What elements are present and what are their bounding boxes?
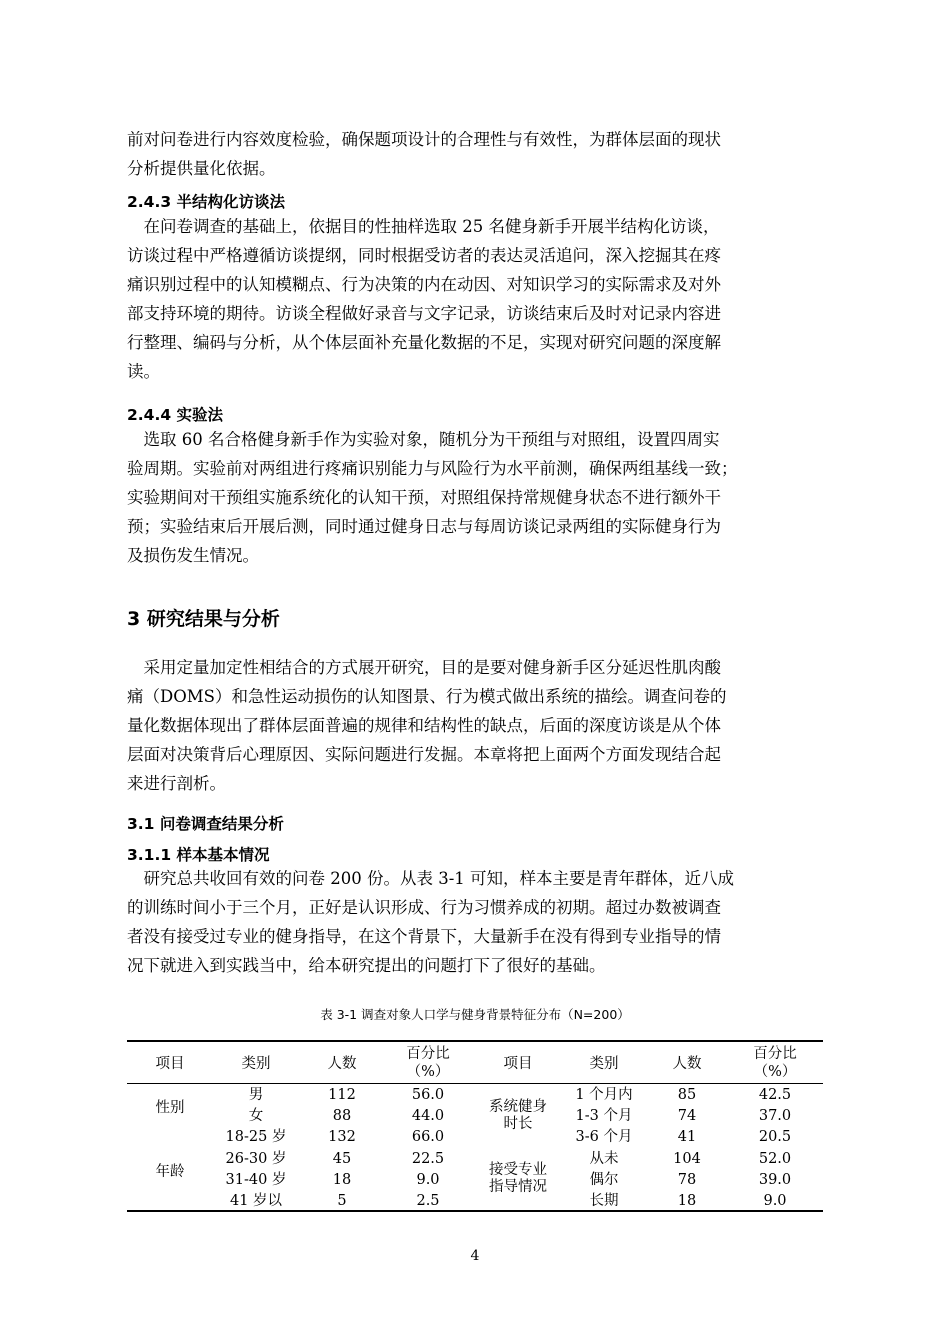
header-percent-right: 百分比 xyxy=(753,1046,797,1062)
heading-3-1-1: 3.1.1 样本基本情况 xyxy=(127,846,270,864)
cell-category: 31-40 岁 xyxy=(225,1172,287,1188)
demographics-table xyxy=(127,1040,823,1212)
heading-chapter-3: 3 研究结果与分析 xyxy=(127,608,280,630)
paragraph-interview-method: 在问卷调查的基础上，依据目的性抽样选取 25 名健身新手开展半结构化访谈， 访谈过程中严格遵循访谈提纲，同时根据受访者的表达灵活追问，深入挖掘其在疼 痛识别过程中的认知模糊点、行为决策的内在动因、对知识学习的实际需求及对外 部支持环境的期待。访谈全程做好录音与文字记录，访谈结束后及时对记录内容进 行整理、编码与分析，从个体层面补充量化数据的不足，实现对研究问题的深度解 读。 xyxy=(127,217,721,381)
header-percent: 百分比 xyxy=(406,1046,450,1062)
cell-percent: 44.0 xyxy=(411,1108,445,1124)
cell-count: 45 xyxy=(332,1151,352,1167)
cell-count: 5 xyxy=(337,1193,347,1209)
cell-category-right: 长期 xyxy=(589,1193,619,1209)
cell-count-right: 18 xyxy=(677,1193,697,1209)
cell-count: 88 xyxy=(332,1108,352,1124)
cell-count-right: 104 xyxy=(673,1151,701,1167)
header-percent-unit-right: （%） xyxy=(753,1064,797,1080)
header-count-right: 人数 xyxy=(672,1056,702,1072)
cell-percent-right: 42.5 xyxy=(758,1087,792,1103)
heading-2-4-4: 2.4.4 实验法 xyxy=(127,406,224,424)
cell-percent: 9.0 xyxy=(416,1172,440,1188)
group-professional-guidance-2: 指导情况 xyxy=(489,1179,547,1195)
cell-percent-right: 9.0 xyxy=(763,1193,787,1209)
header-category: 类别 xyxy=(241,1056,271,1072)
group-professional-guidance: 接受专业 xyxy=(489,1162,547,1178)
group-training-duration-2: 时长 xyxy=(503,1116,533,1132)
heading-2-4-3: 2.4.3 半结构化访谈法 xyxy=(127,193,286,211)
cell-percent: 66.0 xyxy=(411,1129,445,1145)
paragraph-sample-basics: 研究总共收回有效的问卷 200 份。从表 3-1 可知，样本主要是青年群体，近八成 的训练时间小于三个月，正好是认识形成、行为习惯养成的初期。超过办数被调查 者没有接受过专业的健身指导，在这个背景下，大量新手在没有得到专业指导的情 况下就进入到实践当中，给本研究提出的问题打下了很好的基础。 xyxy=(127,869,735,975)
cell-count-right: 78 xyxy=(677,1172,697,1188)
cell-percent: 56.0 xyxy=(411,1087,445,1103)
cell-percent-right: 52.0 xyxy=(758,1151,792,1167)
cell-category-right: 从未 xyxy=(589,1151,619,1167)
cell-count: 18 xyxy=(332,1172,352,1188)
page-number: 4 xyxy=(470,1248,480,1264)
cell-count-right: 74 xyxy=(677,1108,697,1124)
cell-percent: 22.5 xyxy=(411,1151,445,1167)
group-training-duration: 系统健身 xyxy=(489,1099,547,1115)
group-gender: 性别 xyxy=(155,1100,185,1116)
cell-category-right: 1 个月内 xyxy=(575,1087,633,1103)
table-header-rule xyxy=(127,1083,823,1084)
cell-percent: 2.5 xyxy=(416,1193,440,1209)
cell-percent-right: 39.0 xyxy=(758,1172,792,1188)
header-item: 项目 xyxy=(155,1056,185,1072)
header-count: 人数 xyxy=(327,1056,357,1072)
header-percent-unit: （%） xyxy=(406,1064,450,1080)
group-age: 年龄 xyxy=(155,1164,185,1180)
cell-count-right: 85 xyxy=(677,1087,697,1103)
heading-3-1: 3.1 问卷调查结果分析 xyxy=(127,815,284,833)
cell-category: 18-25 岁 xyxy=(225,1129,287,1145)
paragraph-chapter-intro: 采用定量加定性相结合的方式展开研究，目的是要对健身新手区分延迟性肌肉酸 痛（DOMS）和急性运动损伤的认知图景、行为模式做出系统的描绘。调查问卷的 量化数据体现出了群体层面普遍的规律和结构性的缺点，后面的深度访谈是从个体 层面对决策背后心理原因、实际问题进行发掘。本章将把上面两个方面发现结合起 来进行剖析。 xyxy=(127,658,727,793)
header-item-right: 项目 xyxy=(503,1056,533,1072)
cell-percent-right: 20.5 xyxy=(758,1129,792,1145)
paragraph-experiment-method: 选取 60 名合格健身新手作为实验对象，随机分为干预组与对照组，设置四周实 验周期。实验前对两组进行疼痛识别能力与风险行为水平前测，确保两组基线一致； 实验期间对干预组实施系统化的认知干预，对照组保持常规健身状态不进行额外干 预；实验结束后开展后测，同时通过健身日志与每周访谈记录两组的实际健身行为 及损伤发生情况。 xyxy=(127,430,738,565)
cell-category-right: 1-3 个月 xyxy=(575,1108,633,1124)
cell-count: 112 xyxy=(328,1087,356,1103)
cell-category: 女 xyxy=(248,1108,264,1124)
cell-category: 26-30 岁 xyxy=(225,1151,287,1167)
header-category-right: 类别 xyxy=(589,1056,619,1072)
table-bottom-rule xyxy=(127,1210,823,1212)
table-top-rule xyxy=(127,1040,823,1042)
cell-category: 41 岁以 xyxy=(229,1193,283,1209)
cell-category: 男 xyxy=(248,1087,264,1103)
cell-category-right: 3-6 个月 xyxy=(575,1129,633,1145)
paragraph-questionnaire-end: 前对问卷进行内容效度检验，确保题项设计的合理性与有效性，为群体层面的现状 分析提供量化依据。 xyxy=(127,130,721,178)
cell-category-right: 偶尔 xyxy=(589,1172,619,1188)
table-caption: 表 3-1 调查对象人口学与健身背景特征分布（N=200） xyxy=(320,1007,630,1022)
cell-count-right: 41 xyxy=(677,1129,697,1145)
cell-percent-right: 37.0 xyxy=(758,1108,792,1124)
cell-count: 132 xyxy=(328,1129,356,1145)
